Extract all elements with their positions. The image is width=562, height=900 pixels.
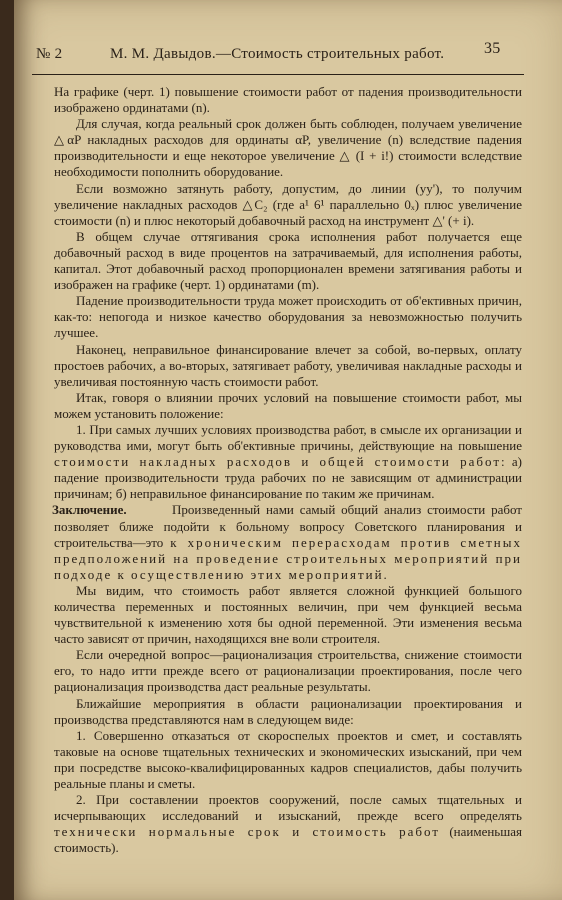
point-1: 1. При самых лучших условиях производства работ, в смысле их организации и руководства ими, могут быть об'ективные причины, действующие на повышение стоимости накладных расходов и общей стоимости работ: а) падение производительности труда рабочих по не зависящим от администрации причинам; б) неправильное финансирование по таким же причинам.	[54, 421, 523, 502]
running-title: М. М. Давыдов.—Стоимость строительных работ.	[110, 46, 445, 62]
paragraph: Итак, говоря о влиянии прочих условий на повышение стоимости работ, мы можем установить положение:	[54, 389, 522, 421]
paragraph: Наконец, неправильное финансирование влечет за собой, во-первых, оплату простоев рабочих, а во-вторых, затягивает работу, увеличивая накладные расходы и увеличивая постоянную часть стоимости работ.	[54, 341, 522, 389]
paragraph: Мы видим, что стоимость работ является сложной функцией большого количества переменных и постоянных величин, при чем функцией весьма чувствительной к изменению хотя бы одной переменной. Эти изменения весьма часто зависят от причин, находящихся вне воли строителя.	[54, 582, 522, 647]
paragraph: Если возможно затянуть работу, допустим, до линии (уу'), то получим увеличение накладных расходов △C₂ (где a¹ 6¹ параллельно 0ₓ) плюс увеличение стоимости (n) и плюс некоторый добавочный расход на инструмент △' (+ i).	[54, 180, 522, 228]
paragraph: Падение производительности труда может происходить от об'ективных причин, как-то: непогода и низкое качество оборудования за невозможностью получить лучшее.	[54, 293, 522, 341]
paragraph: На графике (черт. 1) повышение стоимости работ от падения производительности изображено ординатами (n).	[54, 84, 522, 116]
conclusion-paragraph: Заключение. Произведенный нами самый общий анализ стоимости работ позволяет ближе подойти к больному вопросу Советского планирования и строительства—это к хроническим перерасходам против сметных предположений на проведение строительных мероприятий при подходе к осуществлению этих мероприятий.	[52, 502, 522, 582]
paragraph: Ближайшие мероприятия в области рационализации проектирования и производства представляются нам в следующем виде:	[54, 695, 522, 727]
spaced-emphasis: технически нормальные срок и стоимость работ	[54, 824, 440, 840]
spaced-emphasis: к хроническим перерасходам против сметных предположений на проведение строительных мероприятий при подходе к осуществлению этих мероприятий.	[54, 534, 522, 582]
spaced-emphasis: стоимости накладных расходов и общей стоимости работ	[54, 454, 502, 470]
issue-number: № 2	[36, 46, 63, 62]
book-page	[14, 0, 562, 900]
list-item: 1. Совершенно отказаться от скороспелых проектов и смет, и составлять таковые на основе тщательных технических и экономических изысканий, при чем при посредстве высоко-квалифицированных кадров специалистов, дабы получить реальные планы и сметы.	[54, 727, 522, 792]
article-body	[54, 84, 522, 857]
header-rule	[32, 74, 524, 75]
paragraph: Если очередной вопрос—рационализация строительства, снижение стоимости его, то надо итти прежде всего от рационализации проектирования, после чего рационализация производства даст реальные результаты.	[54, 647, 522, 695]
list-item: 2. При составлении проектов сооружений, после самых тщательных и исчерпывающих исследований и изысканий, прежде всего определять технически нормальные срок и стоимость работ (наименьшая стоимость).	[54, 792, 522, 856]
page-number: 35	[484, 40, 501, 57]
paragraph: Для случая, когда реальный срок должен быть соблюден, получаем увеличение △αP накладных расходов для ординаты αP, увеличение (n) вследствие падения производительности и еще некоторое увеличение △ (I + i!) стоимости вследствие необходимости пополнить оборудование.	[54, 116, 522, 180]
paragraph: В общем случае оттягивания срока исполнения работ получается еще добавочный расход в виде процентов на затрачиваемый, для исполнения работы, капитал. Этот добавочный расход пропорционален времени затягивания работы и изображен на графике (черт. 1) ординатами (m).	[54, 228, 522, 293]
conclusion-label: Заключение.	[52, 502, 127, 518]
